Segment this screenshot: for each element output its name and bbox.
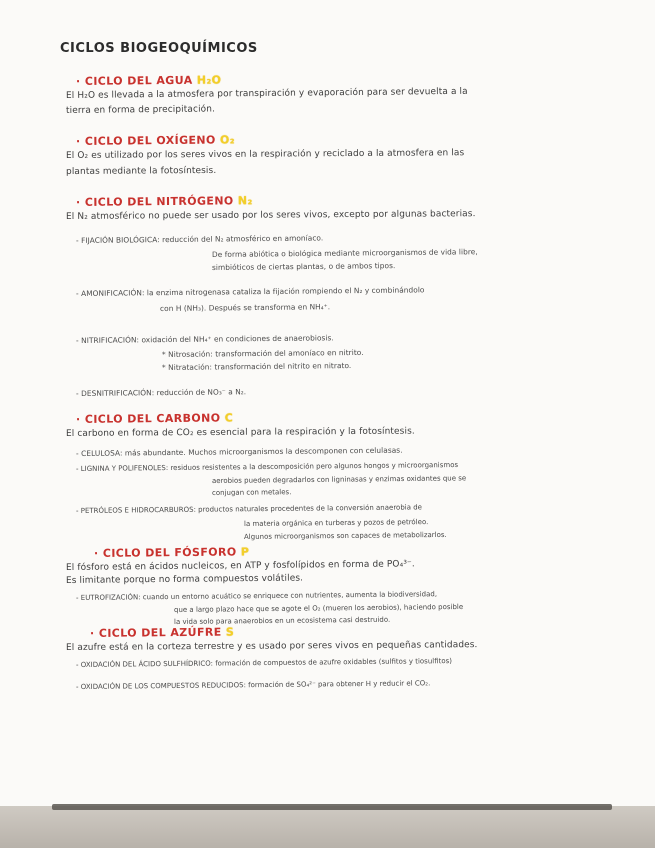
eutrofizacion-line-3: la vida solo para anaerobios en un ecosistema casi destruido. <box>173 615 391 626</box>
azufre-item-2: - OXIDACIÓN DE LOS COMPUESTOS REDUCIDOS: formación de SO₄²⁻ para obtener H y reducir el CO₂. <box>75 679 431 691</box>
nitrificacion-line-1: - NITRIFICACIÓN: oxidación del NH₄⁺ en condiciones de anaerobiosis. <box>75 333 334 345</box>
lignina-line-3: conjugan con metales. <box>211 488 292 497</box>
eutrofizacion-line-2: que a largo plazo hace que se agote el O₂ (mueren los aerobios), haciendo posible <box>173 602 464 614</box>
heading-text-azufre: · CICLO DEL AZÚFRE <box>89 625 222 640</box>
petroleos-line-3: Algunos microorganismos son capaces de metabolizarlos. <box>243 530 447 541</box>
eutrofizacion-line-1: - EUTROFIZACIÓN: cuando un entorno acuático se enriquece con nutrientes, aumenta la biodiversidad, <box>75 590 438 602</box>
section-heading-azufre <box>90 626 234 639</box>
nitrogeno-intro: El N₂ atmosférico no puede ser usado por los seres vivos, excepto por algunas bacterias. <box>65 209 476 222</box>
heading-text-agua: · CICLO DEL AGUA <box>75 73 193 88</box>
lignina-line-2: aerobios pueden degradarlos con ligninasas y enzimas oxidantes que se <box>211 474 467 485</box>
page-bottom-edge <box>0 806 655 848</box>
fijacion-line-3: simbióticos de ciertas plantas, o de ambos tipos. <box>211 261 396 272</box>
heading-text-nitrogeno: · CICLO DEL NITRÓGENO <box>75 194 234 209</box>
heading-text-fosforo: · CICLO DEL FÓSFORO <box>93 545 237 560</box>
fosforo-line-1: El fósforo está en ácidos nucleicos, en ATP y fosfolípidos en forma de PO₄³⁻. <box>65 559 415 573</box>
amonificacion-line-1: - AMONIFICACIÓN: la enzima nitrogenasa cataliza la fijación rompiendo el N₂ y combinándolo <box>75 285 425 298</box>
section-heading-nitrogeno <box>76 195 253 208</box>
azufre-intro: El azufre está en la corteza terrestre y es usado por seres vivos en pequeñas cantidades. <box>65 640 478 653</box>
page-title: CICLOS BIOGEOQUÍMICOS <box>60 41 258 56</box>
carbono-intro: El carbono en forma de CO₂ es esencial para la respiración y la fotosíntesis. <box>65 426 415 439</box>
formula-carbono: C <box>224 411 234 425</box>
formula-azufre: S <box>225 625 235 639</box>
formula-oxigeno: O₂ <box>219 133 236 147</box>
formula-fosforo: P <box>240 545 250 559</box>
heading-text-carbono: · CICLO DEL CARBONO <box>75 411 221 426</box>
fosforo-line-2: Es limitante porque no forma compuestos volátiles. <box>65 573 304 586</box>
lignina-line-1: - LIGNINA Y POLIFENOLES: residuos resistentes a la descomposición pero algunos hongos y microorganismos <box>75 460 459 473</box>
page-bottom-shadow <box>52 804 612 810</box>
section-heading-agua <box>76 74 221 87</box>
azufre-item-1: - OXIDACIÓN DEL ÁCIDO SULFHÍDRICO: formación de compuestos de azufre oxidables (sulfitos y tiosulfitos) <box>75 657 453 669</box>
oxigeno-line-2: plantas mediante la fotosíntesis. <box>65 165 217 177</box>
nitrificacion-line-3: * Nitratación: transformación del nitrito en nitrato. <box>161 361 352 372</box>
section-heading-oxigeno <box>76 134 235 147</box>
section-heading-fosforo <box>94 546 249 559</box>
formula-agua: H₂O <box>196 73 222 87</box>
fijacion-line-1: - FIJACIÓN BIOLÓGICA: reducción del N₂ atmosférico en amoníaco. <box>75 233 324 245</box>
agua-line-2: tierra en forma de precipitación. <box>65 104 216 116</box>
fijacion-line-2: De forma abiótica o biológica mediante microorganismos de vida libre, <box>211 247 478 259</box>
petroleos-line-2: la materia orgánica en turberas y pozos de petróleo. <box>243 518 429 528</box>
nitrificacion-line-2: * Nitrosación: transformación del amoníaco en nitrito. <box>161 347 364 359</box>
formula-nitrogeno: N₂ <box>237 194 253 208</box>
celulosa-line: - CELULOSA: más abundante. Muchos microorganismos la descomponen con celulasas. <box>75 445 403 458</box>
amonificacion-line-2: con H (NH₃). Después se transforma en NH₄⁺. <box>159 302 331 313</box>
oxigeno-line-1: El O₂ es utilizado por los seres vivos en la respiración y reciclado a la atmosfera en las <box>65 148 465 161</box>
section-heading-carbono <box>76 412 233 425</box>
desnitrificacion-line: - DESNITRIFICACIÓN: reducción de NO₃⁻ a N₂. <box>75 387 247 398</box>
agua-line-1: El H₂O es llevada a la atmosfera por transpiración y evaporación para ser devuelta a la <box>65 86 468 101</box>
petroleos-line-1: - PETRÓLEOS E HIDROCARBUROS: productos naturales procedentes de la conversión anaerobia de <box>75 503 423 515</box>
heading-text-oxigeno: · CICLO DEL OXÍGENO <box>75 133 216 148</box>
